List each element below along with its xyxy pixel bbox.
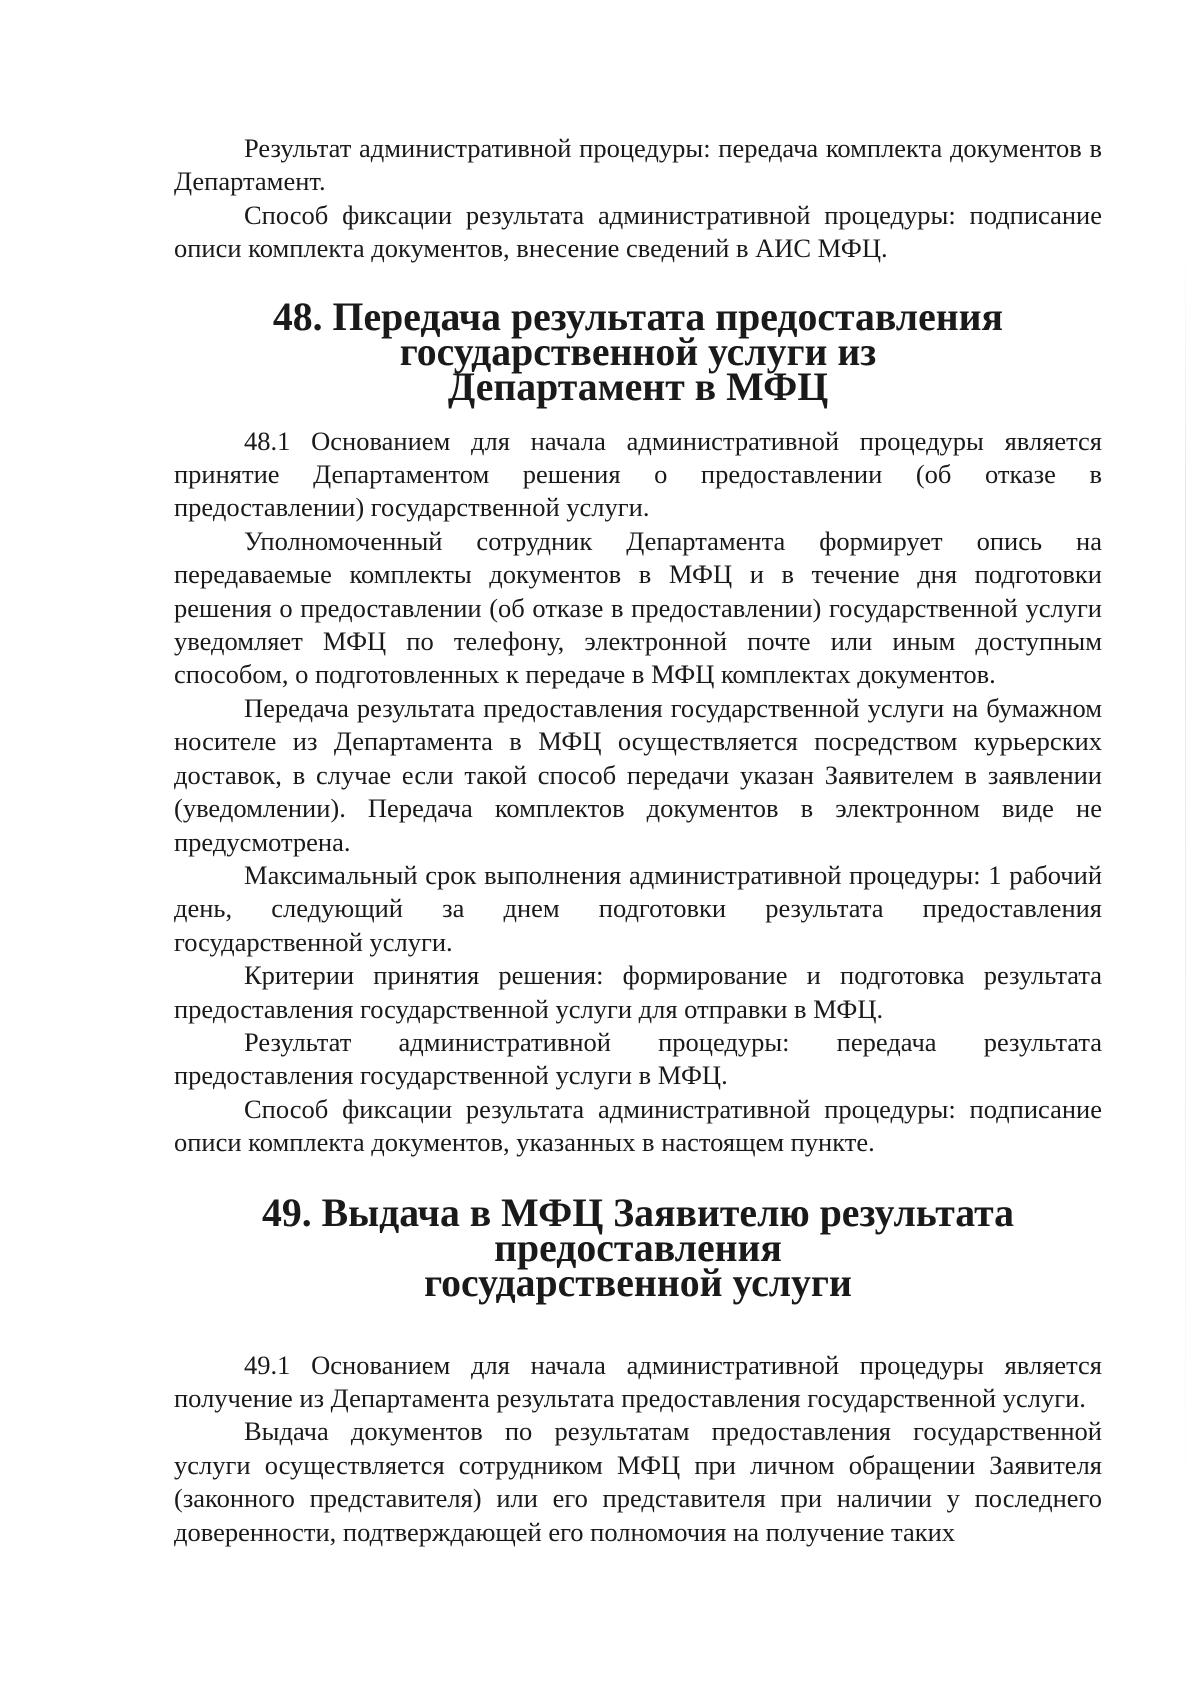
paragraph: Результат административной процедуры: передача комплекта документов в Департамент.: [174, 133, 1102, 197]
paragraph: Критерии принятия решения: формирование и подготовка результата предоставления государственной услуги для отправки в МФЦ.: [174, 960, 1102, 1024]
heading-line: 49. Выдача в МФЦ Заявителю результата предоставления: [261, 1190, 1015, 1270]
paragraph: Максимальный срок выполнения административной процедуры: 1 рабочий день, следующий за днем подготовки результата предоставления государственной услуги.: [174, 859, 1102, 957]
paragraph: Уполномоченный сотрудник Департамента формирует опись на передаваемые комплекты документов в МФЦ и в течение дня подготовки решения о предоставлении (об отказе в предоставлении) государственной услуги уведомляет МФЦ по телефону, электронной почте или иным доступным способом, о подготовленных к передаче в МФЦ комплектах документов.: [174, 525, 1102, 690]
heading-line: 48. Передача результата предоставления государственной услуги из: [272, 294, 1004, 374]
paragraph: Результат административной процедуры: передача результата предоставления государственной услуги в МФЦ.: [174, 1026, 1102, 1091]
paragraph: Способ фиксации результата административной процедуры: подписание описи комплекта документов, указанных в настоящем пункте.: [174, 1093, 1102, 1158]
scan-edge-artifact: [1185, 240, 1186, 1540]
section-48-heading: [174, 294, 1102, 409]
paragraph: Выдача документов по результатам предоставления государственной услуги осуществляется сотрудником МФЦ при личном обращении Заявителя (законного представителя) или его представителя при наличии у последнего доверенности, подтверждающей его полномочия на получение таких: [174, 1416, 1102, 1547]
paragraph: Передача результата предоставления государственной услуги на бумажном носителе из Департамента в МФЦ осуществляется посредством курьерских доставок, в случае если такой способ передачи указан Заявителем в заявлении (уведомлении). Передача комплектов документов в электронном виде не предусмотрена.: [174, 692, 1102, 857]
paragraph: Способ фиксации результата административной процедуры: подписание описи комплекта документов, внесение сведений в АИС МФЦ.: [174, 199, 1102, 264]
paragraph: 48.1 Основанием для начала административной процедуры является принятие Департаментом решения о предоставлении (об отказе в предоставлении) государственной услуги.: [174, 425, 1102, 523]
paragraph: 49.1 Основанием для начала административной процедуры является получение из Департамента результата предоставления государственной услуги.: [174, 1349, 1102, 1413]
section-49-heading: [174, 1190, 1102, 1305]
heading-line: государственной услуги: [424, 1260, 852, 1305]
heading-line: Департамент в МФЦ: [447, 364, 829, 409]
document-page: [174, 132, 1102, 1549]
